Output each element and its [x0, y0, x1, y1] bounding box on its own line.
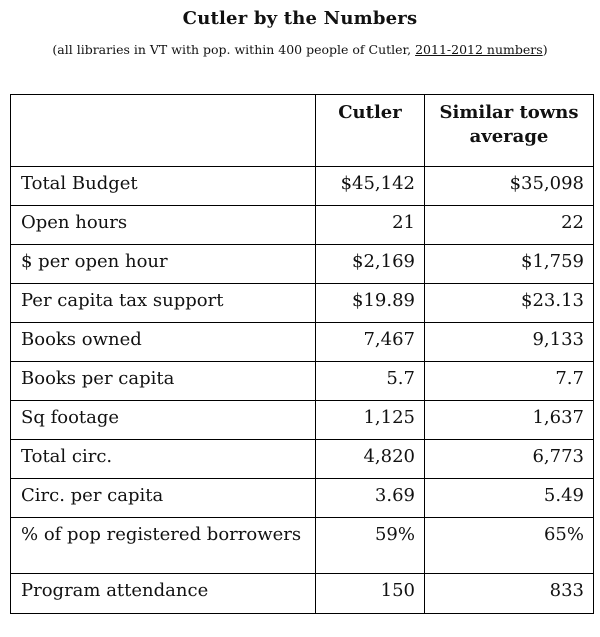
similar-towns-value: 22 [425, 206, 594, 245]
row-label: Program attendance [11, 574, 316, 614]
table-row [11, 401, 594, 440]
table-body [11, 167, 594, 614]
table-row [11, 440, 594, 479]
cutler-value: $45,142 [316, 167, 425, 206]
similar-towns-value: 9,133 [425, 323, 594, 362]
similar-towns-value: $23.13 [425, 284, 594, 323]
subtitle-suffix: ) [542, 42, 548, 57]
table-row [11, 245, 594, 284]
cutler-value: $19.89 [316, 284, 425, 323]
subtitle-prefix: (all libraries in VT with pop. within 400 people of Cutler, [52, 42, 416, 57]
row-label: Total Budget [11, 167, 316, 206]
header-blank-cell [11, 95, 316, 167]
subtitle-years: 2011-2012 numbers [415, 42, 543, 57]
cutler-value: 5.7 [316, 362, 425, 401]
row-label: Open hours [11, 206, 316, 245]
similar-towns-value: 7.7 [425, 362, 594, 401]
row-label: Circ. per capita [11, 479, 316, 518]
page-title: Cutler by the Numbers [182, 8, 418, 29]
row-label: Total circ. [11, 440, 316, 479]
header-cutler: Cutler [316, 95, 425, 167]
table-row [11, 284, 594, 323]
cutler-value: 150 [316, 574, 425, 614]
similar-towns-value: 5.49 [425, 479, 594, 518]
cutler-value: 3.69 [316, 479, 425, 518]
row-label: % of pop registered borrowers [11, 518, 316, 574]
table-header-row [11, 95, 594, 167]
table-row [11, 206, 594, 245]
cutler-value: 4,820 [316, 440, 425, 479]
row-label: Books owned [11, 323, 316, 362]
stats-table [10, 94, 594, 614]
cutler-value: 59% [316, 518, 425, 574]
page-subtitle [0, 42, 600, 57]
row-label: Sq footage [11, 401, 316, 440]
cutler-value: 1,125 [316, 401, 425, 440]
similar-towns-value: 65% [425, 518, 594, 574]
row-label: $ per open hour [11, 245, 316, 284]
cutler-value: 21 [316, 206, 425, 245]
similar-towns-value: 1,637 [425, 401, 594, 440]
similar-towns-value: $1,759 [425, 245, 594, 284]
table-row [11, 574, 594, 614]
table-row [11, 323, 594, 362]
table-row [11, 362, 594, 401]
similar-towns-value: 6,773 [425, 440, 594, 479]
row-label: Per capita tax support [11, 284, 316, 323]
similar-towns-value: 833 [425, 574, 594, 614]
table-row [11, 167, 594, 206]
table-row [11, 518, 594, 574]
similar-towns-value: $35,098 [425, 167, 594, 206]
cutler-value: $2,169 [316, 245, 425, 284]
row-label: Books per capita [11, 362, 316, 401]
table-row [11, 479, 594, 518]
cutler-value: 7,467 [316, 323, 425, 362]
header-similar-towns: Similar towns average [425, 95, 594, 167]
